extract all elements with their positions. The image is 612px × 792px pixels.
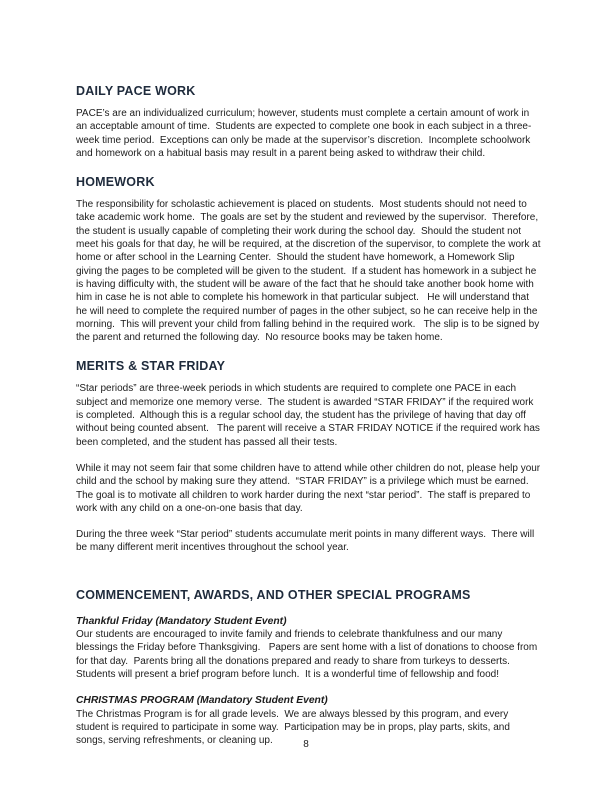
- section-heading-homework: HOMEWORK: [76, 175, 155, 190]
- section-daily-pace-work: [76, 84, 541, 160]
- page-content: [76, 84, 544, 747]
- page-footer: [0, 734, 612, 752]
- paragraph-thankful-friday: Our students are encouraged to invite family and friends to celebrate thankfulness and our many blessings the Friday before Thanksgiving. Papers are sent home with a list of donations to choose from for that day. Parents bring all the donations prepared and ready to share from turkeys to desserts. Students will present a brief program before lunch. It is a wonderful time of fellowship and food!: [76, 629, 540, 680]
- section-heading-daily-pace-work: DAILY PACE WORK: [76, 84, 196, 98]
- page-number: 8: [303, 739, 309, 750]
- paragraph-homework: The responsibility for scholastic achievement is placed on students. Most students should not need to take academic work home. The goals are set by the student and reviewed by the supervisor. Therefore, the student is usually capable of completing their work during the school day. Should the student not meet his goals for that day, he will be required, at the discretion of the supervisor, to complete the work at home or after school in the Learning Center. Should the student have homework, a Homework Slip giving the pages to be completed will be given to the student. If a student has homework in a subject he is having difficulty with, the student will be aware of the fact that he should take another book home with him in case he is not able to complete his homework in that particular subject. He will understand that he will need to complete the required number of pages in the other subject, so he can receive help in the morning. This will prevent your child from falling behind in the required work. The slip is to be signed by the parent and returned the following day. No resource books may be taken home.: [76, 199, 544, 344]
- paragraph-attendance-fairness: While it may not seem fair that some children have to attend while other children do not, please help your child and the school by making sure they attend. “STAR FRIDAY” is a privilege which must be earned. The goal is to motivate all children to work harder during the next “star period”. The staff is prepared to work with any child on a one-on-one basis that day.: [76, 462, 543, 514]
- section-heading-commencement-awards: COMMENCEMENT, AWARDS, AND OTHER SPECIAL PROGRAMS: [76, 587, 471, 602]
- paragraph-star-periods: “Star periods” are three-week periods in which students are required to complete one PACE in each subject and memorize one memory verse. The student is awarded “STAR FRIDAY” if the required work is completed. Although this is a regular school day, the student has the privilege of having that day off without being counted absent. The parent will receive a STAR FRIDAY NOTICE if the required work has been completed, and the student has passed all their tests.: [76, 383, 543, 448]
- paragraph-christmas-program: The Christmas Program is for all grade levels. We are always blessed by this program, and every student is required to participate in some way. Participation may be in props, play parts, skits, and songs, serving refreshments, or cleaning up.: [76, 708, 513, 747]
- paragraph-daily-pace-work: PACE’s are an individualized curriculum; however, students must complete a certain amount of work in an acceptable amount of time. Students are expected to complete one book in each subject in a three-week time period. Exceptions can only be made at the supervisor’s discretion. Incomplete schoolwork and homework on a habitual basis may result in a parent being asked to withdraw their child.: [76, 108, 534, 159]
- section-merits-star-friday: [76, 359, 541, 554]
- section-commencement-awards: [76, 588, 541, 748]
- section-heading-merits-star-friday: MERITS & STAR FRIDAY: [76, 359, 226, 374]
- subsection-thankful-friday: [76, 615, 541, 681]
- subheading-thankful-friday: Thankful Friday (Mandatory Student Event): [76, 615, 287, 627]
- subheading-christmas-program: CHRISTMAS PROGRAM (Mandatory Student Event): [76, 695, 328, 707]
- section-homework: [76, 175, 544, 344]
- paragraph-merit-points: During the three week “Star period” students accumulate merit points in many different ways. There will be many different merit incentives throughout the school year.: [76, 529, 537, 554]
